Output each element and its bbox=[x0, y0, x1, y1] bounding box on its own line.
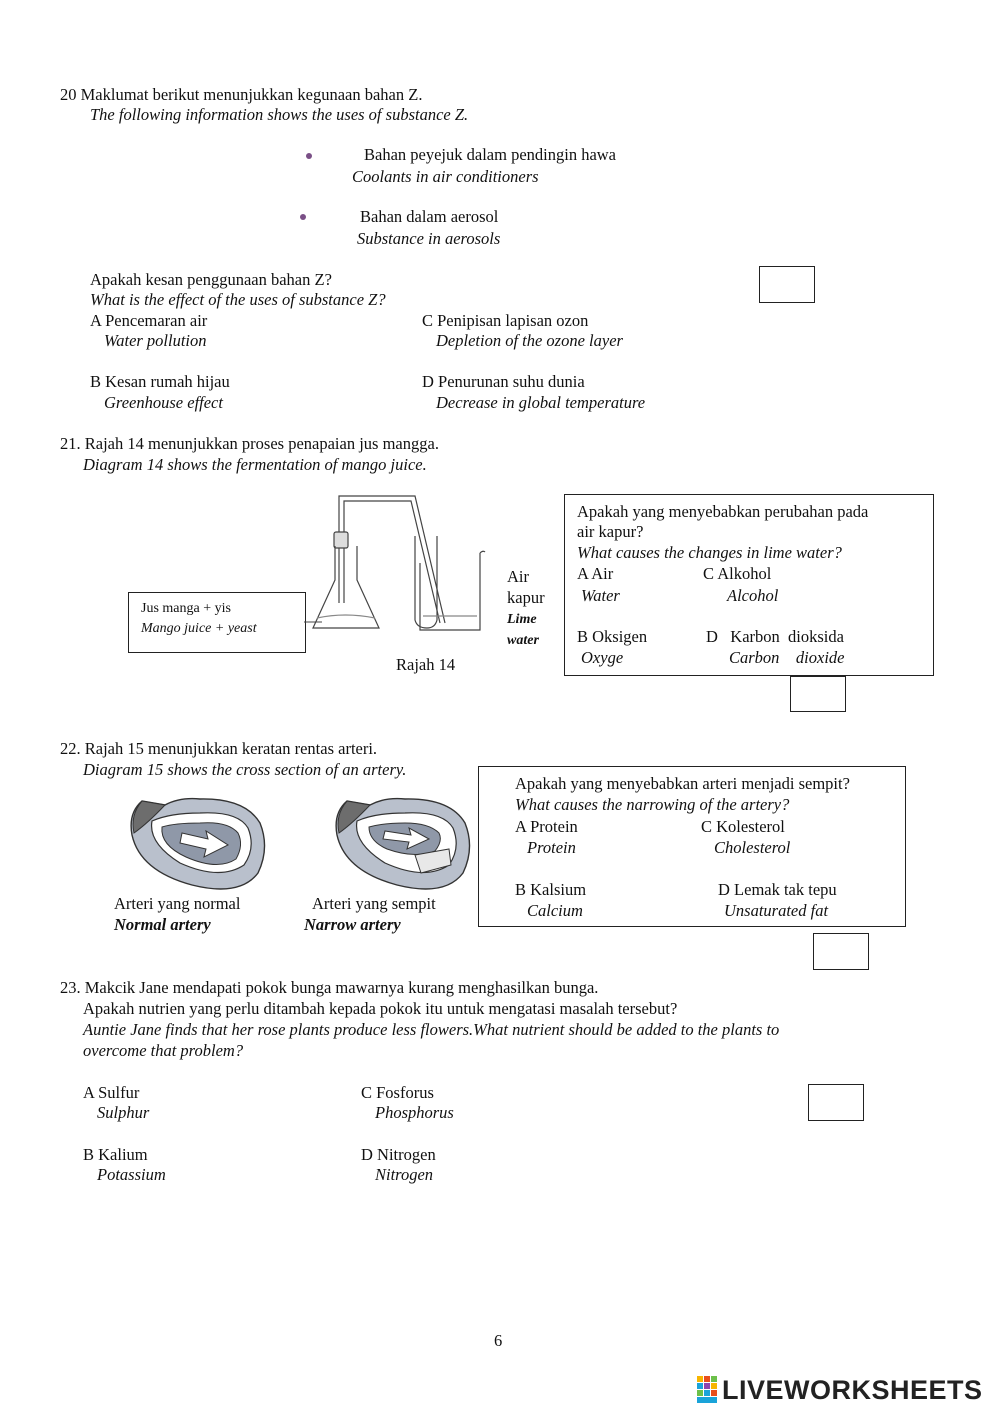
q22-option-b-en: Calcium bbox=[527, 901, 583, 920]
q22-option-c: C Kolesterol bbox=[701, 817, 785, 836]
q21-flask-label: Jus manga + yis bbox=[141, 601, 231, 616]
q21-option-b: B Oksigen bbox=[577, 627, 648, 646]
normal-artery-diagram bbox=[120, 793, 270, 893]
liveworksheets-brand[interactable]: LIVEWORKSHEETS bbox=[722, 1375, 983, 1405]
q20-option-d-en: Decrease in global temperature bbox=[436, 393, 646, 412]
q21-option-a-en: Water bbox=[581, 586, 620, 605]
q20-use-1-en: Coolants in air conditioners bbox=[352, 167, 539, 186]
q23-option-d-en: Nitrogen bbox=[375, 1165, 434, 1184]
q22-normal-label: Arteri yang normal bbox=[114, 894, 241, 913]
q22-option-d-en: Unsaturated fat bbox=[724, 901, 829, 920]
q21-kapur-label: kapur bbox=[507, 588, 545, 607]
q21-air-label: Air bbox=[507, 567, 529, 586]
q20-option-d: D Penurunan suhu dunia bbox=[422, 372, 585, 391]
q23-option-b: B Kalium bbox=[83, 1145, 148, 1164]
q22-narrow-label-en: Narrow artery bbox=[304, 915, 401, 934]
q21-answer-box[interactable] bbox=[790, 676, 846, 712]
q20-question-en: What is the effect of the uses of substance Z? bbox=[90, 290, 386, 309]
q23-option-c: C Fosforus bbox=[361, 1083, 434, 1102]
q22-narrow-label: Arteri yang sempit bbox=[312, 894, 436, 913]
q21-title: 21. Rajah 14 menunjukkan proses penapaian jus mangga. bbox=[60, 434, 439, 453]
q20-option-c-en: Depletion of the ozone layer bbox=[436, 331, 623, 350]
q20-option-b-en: Greenhouse effect bbox=[104, 393, 223, 412]
q21-lime-label: Lime bbox=[507, 612, 537, 627]
narrow-artery-diagram bbox=[325, 793, 475, 893]
q22-title: 22. Rajah 15 menunjukkan keratan rentas arteri. bbox=[60, 739, 378, 758]
q22-option-a: A Protein bbox=[515, 817, 578, 836]
bullet-icon bbox=[300, 214, 306, 220]
q23-option-a-en: Sulphur bbox=[97, 1103, 150, 1122]
q23-title-en-line2: overcome that problem? bbox=[83, 1041, 244, 1060]
q20-option-a: A Pencemaran air bbox=[90, 311, 208, 330]
q23-option-c-en: Phosphorus bbox=[375, 1103, 454, 1122]
q20-title: 20 Maklumat berikut menunjukkan kegunaan bahan Z. bbox=[60, 85, 423, 104]
q21-option-c: C Alkohol bbox=[703, 564, 772, 583]
q23-answer-box[interactable] bbox=[808, 1084, 864, 1121]
label-pointer-line bbox=[304, 620, 324, 630]
q22-answer-box[interactable] bbox=[813, 933, 869, 970]
q22-option-a-en: Protein bbox=[527, 838, 576, 857]
q21-title-en: Diagram 14 shows the fermentation of mango juice. bbox=[83, 455, 427, 474]
q21-option-d-en: Carbon dioxide bbox=[729, 648, 845, 667]
q22-option-c-en: Cholesterol bbox=[714, 838, 791, 857]
q23-title-en: Auntie Jane finds that her rose plants produce less flowers.What nutrient should be added to the plants to bbox=[83, 1020, 780, 1039]
page-number: 6 bbox=[494, 1331, 503, 1350]
q20-use-1: Bahan peyejuk dalam pendingin hawa bbox=[364, 145, 617, 164]
q20-question: Apakah kesan penggunaan bahan Z? bbox=[90, 270, 332, 289]
q21-question-line1: Apakah yang menyebabkan perubahan pada bbox=[577, 502, 869, 521]
bullet-icon bbox=[306, 153, 312, 159]
q22-option-b: B Kalsium bbox=[515, 880, 587, 899]
q22-option-d: D Lemak tak tepu bbox=[718, 880, 837, 899]
q21-option-b-en: Oxyge bbox=[581, 648, 624, 667]
fermentation-apparatus-diagram bbox=[295, 488, 495, 638]
q21-caption: Rajah 14 bbox=[396, 655, 456, 674]
q23-option-b-en: Potassium bbox=[97, 1165, 166, 1184]
q21-option-a: A Air bbox=[577, 564, 614, 583]
q20-option-b: B Kesan rumah hijau bbox=[90, 372, 230, 391]
q20-option-a-en: Water pollution bbox=[104, 331, 207, 350]
q22-normal-label-en: Normal artery bbox=[114, 915, 211, 934]
q22-question: Apakah yang menyebabkan arteri menjadi sempit? bbox=[515, 774, 850, 793]
q23-title: 23. Makcik Jane mendapati pokok bunga mawarnya kurang menghasilkan bunga. bbox=[60, 978, 599, 997]
q20-use-2: Bahan dalam aerosol bbox=[360, 207, 499, 226]
q21-flask-label-en: Mango juice + yeast bbox=[141, 621, 257, 636]
q20-use-2-en: Substance in aerosols bbox=[357, 229, 501, 248]
q21-question-line2: air kapur? bbox=[577, 522, 644, 541]
q20-title-en: The following information shows the uses of substance Z. bbox=[90, 105, 469, 124]
q20-option-c: C Penipisan lapisan ozon bbox=[422, 311, 589, 330]
q22-question-en: What causes the narrowing of the artery? bbox=[515, 795, 790, 814]
q21-question-en: What causes the changes in lime water? bbox=[577, 543, 842, 562]
q23-option-d: D Nitrogen bbox=[361, 1145, 436, 1164]
q21-option-d: D Karbon dioksida bbox=[706, 627, 844, 646]
q22-title-en: Diagram 15 shows the cross section of an artery. bbox=[83, 760, 407, 779]
q23-option-a: A Sulfur bbox=[83, 1083, 140, 1102]
q23-title-line2: Apakah nutrien yang perlu ditambah kepada pokok itu untuk mengatasi masalah tersebut? bbox=[83, 999, 678, 1018]
liveworksheets-logo-icon bbox=[697, 1376, 719, 1410]
q21-option-c-en: Alcohol bbox=[727, 586, 779, 605]
q21-water-label: water bbox=[507, 633, 539, 648]
q20-answer-box[interactable] bbox=[759, 266, 815, 303]
